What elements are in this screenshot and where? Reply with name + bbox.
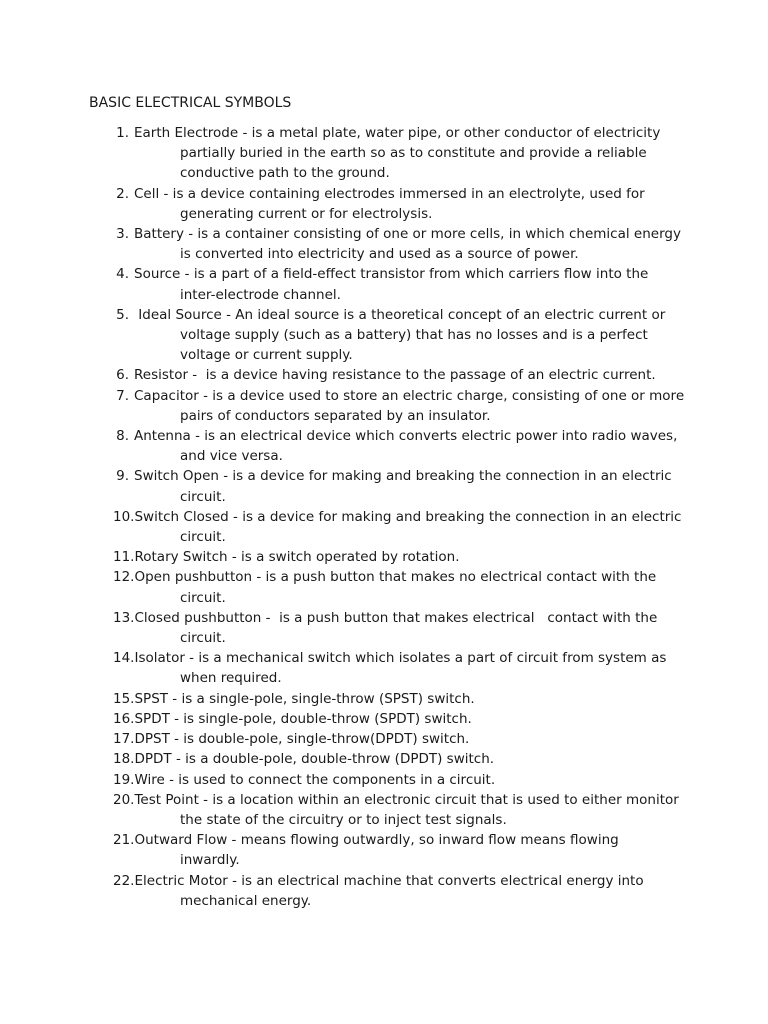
item-number: 18. — [113, 751, 135, 768]
item-number: 12. — [113, 569, 135, 586]
item-continuation-line — [0, 588, 768, 608]
item-number: 1. — [116, 125, 129, 141]
item-number: 8. — [116, 428, 129, 445]
item-first-line — [0, 830, 768, 850]
list-item — [0, 790, 768, 830]
item-text: Source - is a part of a field-effect transistor from which carriers flow into the — [134, 266, 649, 283]
item-text: Electric Motor - is an electrical machine that converts electrical energy into — [134, 872, 644, 889]
item-text: Open pushbutton - is a push button that makes no electrical contact with the — [134, 569, 657, 586]
item-text: inter-electrode channel. — [180, 286, 341, 303]
item-number: 11. — [113, 549, 135, 566]
item-text: mechanical energy. — [180, 892, 312, 909]
item-continuation-line — [0, 285, 768, 305]
item-text: Battery - is a container consisting of one or more cells, in which chemical energy — [134, 226, 681, 243]
item-number: 17. — [113, 731, 135, 748]
item-continuation-line — [0, 163, 768, 183]
item-continuation-line — [0, 204, 768, 224]
item-text: Isolator - is a mechanical switch which isolates a part of circuit from system as — [134, 650, 667, 667]
item-text: voltage or current supply. — [180, 347, 353, 364]
item-first-line — [0, 547, 768, 567]
list-item — [0, 507, 768, 547]
item-number: 13. — [113, 609, 135, 626]
item-continuation-line — [0, 628, 768, 648]
list-item — [0, 426, 768, 466]
item-continuation-line — [0, 850, 768, 870]
item-text: pairs of conductors separated by an insulator. — [180, 407, 491, 424]
item-text: voltage supply (such as a battery) that has no losses and is a perfect — [180, 327, 648, 344]
list-item — [0, 729, 768, 749]
item-continuation-line — [0, 668, 768, 688]
list-item — [0, 547, 768, 567]
item-number: 16. — [113, 710, 135, 727]
item-text: Earth Electrode - is a metal plate, water pipe, or other conductor of electricity — [134, 125, 661, 141]
item-text: DPDT - is a double-pole, double-throw (DPDT) switch. — [134, 751, 495, 768]
item-text: partially buried in the earth so as to constitute and provide a reliable — [180, 145, 647, 162]
item-continuation-line — [0, 345, 768, 365]
list-item — [0, 689, 768, 709]
item-first-line — [0, 790, 768, 810]
item-text: conductive path to the ground. — [180, 165, 390, 182]
item-continuation-line — [0, 487, 768, 507]
item-text: Switch Closed - is a device for making and breaking the connection in an electric — [134, 508, 682, 525]
list-item — [0, 466, 768, 506]
item-continuation-line — [0, 527, 768, 547]
item-continuation-line — [0, 143, 768, 163]
item-first-line — [0, 729, 768, 749]
item-number: 2. — [116, 185, 129, 202]
item-number: 6. — [116, 367, 129, 384]
item-first-line — [0, 689, 768, 709]
list-item — [0, 770, 768, 790]
item-text: Closed pushbutton - is a push button that makes electrical contact with the — [134, 609, 658, 626]
item-text: Ideal Source - An ideal source is a theoretical concept of an electric current or — [134, 306, 666, 323]
item-text: Resistor - is a device having resistance to the passage of an electric current. — [134, 367, 656, 384]
list-item — [0, 123, 768, 184]
item-text: inwardly. — [180, 852, 240, 869]
list-item — [0, 749, 768, 769]
item-first-line — [0, 770, 768, 790]
item-number: 7. — [116, 387, 129, 404]
item-text: circuit. — [180, 529, 226, 546]
list-item — [0, 709, 768, 729]
item-text: circuit. — [180, 589, 226, 606]
item-text: Switch Open - is a device for making and breaking the connection in an electric — [134, 468, 672, 485]
list-item — [0, 567, 768, 607]
list-item — [0, 830, 768, 870]
list-item — [0, 264, 768, 304]
item-text: SPDT - is single-pole, double-throw (SPDT) switch. — [134, 710, 472, 727]
item-text: Rotary Switch - is a switch operated by rotation. — [134, 549, 460, 566]
item-number: 19. — [113, 771, 135, 788]
item-number: 10. — [113, 508, 135, 525]
item-first-line — [0, 709, 768, 729]
item-continuation-line — [0, 446, 768, 466]
item-text: the state of the circuitry or to inject test signals. — [180, 811, 507, 828]
item-number: 14. — [113, 650, 135, 667]
item-first-line — [0, 507, 768, 527]
item-continuation-line — [0, 325, 768, 345]
item-text: Outward Flow - means flowing outwardly, so inward flow means flowing — [134, 832, 619, 849]
list-item — [0, 224, 768, 264]
item-first-line — [0, 567, 768, 587]
list-item — [0, 608, 768, 648]
list-item — [0, 365, 768, 385]
item-first-line — [0, 871, 768, 891]
item-number: 20. — [113, 791, 135, 808]
definitions-list — [0, 123, 768, 911]
item-text: generating current or for electrolysis. — [180, 205, 433, 222]
item-text: SPST - is a single-pole, single-throw (SPST) switch. — [134, 690, 475, 707]
item-first-line — [0, 749, 768, 769]
item-number: 21. — [113, 832, 135, 849]
item-first-line — [0, 608, 768, 628]
item-text: Wire - is used to connect the components in a circuit. — [134, 771, 496, 788]
item-text: when required. — [180, 670, 282, 687]
item-continuation-line — [0, 810, 768, 830]
item-text: Capacitor - is a device used to store an electric charge, consisting of one or more — [134, 387, 685, 404]
item-first-line — [0, 648, 768, 668]
list-item — [0, 305, 768, 366]
item-number: 9. — [116, 468, 129, 485]
list-item — [0, 648, 768, 688]
item-continuation-line — [0, 891, 768, 911]
item-continuation-line — [0, 406, 768, 426]
item-number: 22. — [113, 872, 135, 889]
item-number: 15. — [113, 690, 135, 707]
item-continuation-line — [0, 244, 768, 264]
document-title: BASIC ELECTRICAL SYMBOLS — [89, 95, 292, 111]
item-number: 5. — [116, 306, 129, 323]
item-text: is converted into electricity and used as a source of power. — [180, 246, 579, 263]
list-item — [0, 184, 768, 224]
item-text: DPST - is double-pole, single-throw(DPDT) switch. — [134, 731, 470, 748]
item-text: Test Point - is a location within an electronic circuit that is used to either monitor — [134, 791, 679, 808]
list-item — [0, 871, 768, 911]
list-item — [0, 386, 768, 426]
item-text: Cell - is a device containing electrodes immersed in an electrolyte, used for — [134, 185, 645, 202]
item-text: and vice versa. — [180, 448, 283, 465]
item-number: 4. — [116, 266, 129, 283]
item-text: Antenna - is an electrical device which converts electric power into radio waves, — [134, 428, 678, 445]
item-number: 3. — [116, 226, 129, 243]
item-text: circuit. — [180, 630, 226, 647]
item-text: circuit. — [180, 488, 226, 505]
